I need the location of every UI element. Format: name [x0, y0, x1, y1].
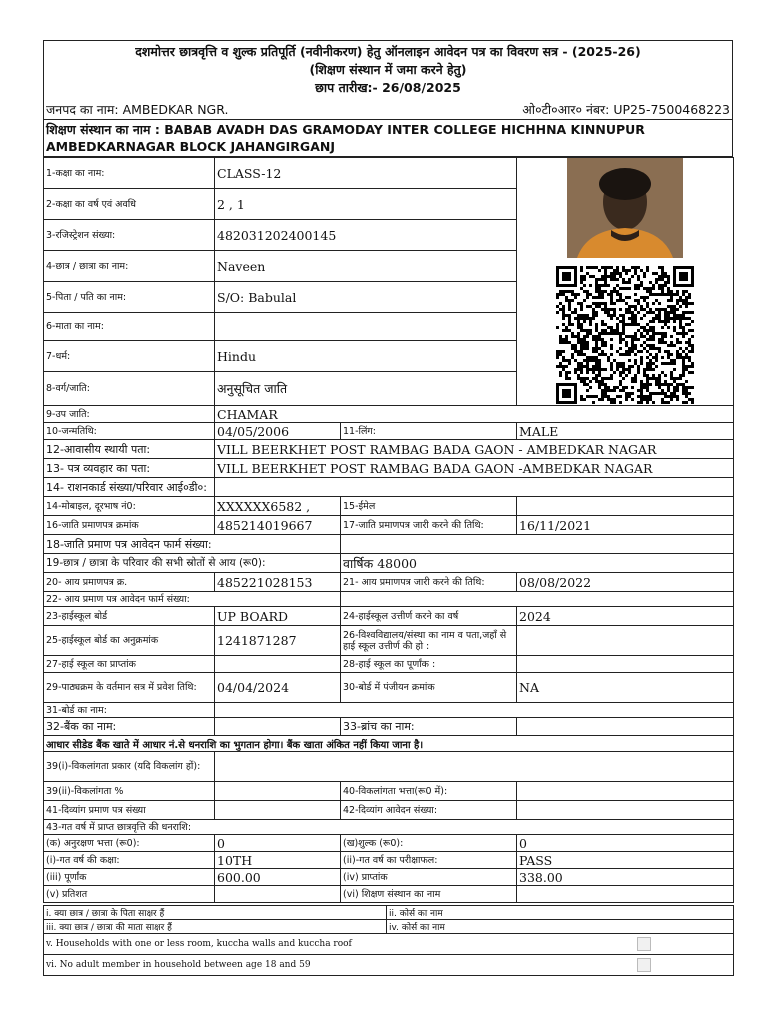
caste-cert-date-label: 17-जाति प्रमाणपत्र जारी करने की तिथि: — [341, 516, 517, 535]
application-form — [43, 40, 733, 976]
disability-allowance-value — [517, 782, 734, 801]
hs-board-value: UP BOARD — [215, 607, 341, 626]
category-label: 8-वर्ग/जाति: — [44, 372, 215, 406]
details-table — [43, 157, 734, 903]
dob-value: 04/05/2006 — [215, 423, 341, 440]
disability-cert-label: 41-दिव्यांग प्रमाण पत्र संख्या — [44, 801, 215, 820]
subcaste-value: CHAMAR — [215, 406, 734, 423]
course-name-1: ii. कोर्स का नाम — [387, 906, 734, 920]
admission-date-label: 29-पाठ्यक्रम के वर्तमान सत्र में प्रवेश तिथि: — [44, 673, 215, 703]
correspondence-address-value: VILL BEERKHET POST RAMBAG BADA GAON -AMBEDKAR NAGAR — [215, 459, 734, 478]
maintenance-label: (क) अनुरक्षण भत्ता (रू0): — [44, 835, 215, 852]
income-cert-date-label: 21- आय प्रमाणपत्र जारी करने की तिथि: — [341, 573, 517, 592]
prev-class-label: (i)-गत वर्ष की कक्षा: — [44, 852, 215, 869]
mother-literate-question: iii. क्या छात्र / छात्रा की माता साक्षर हैं — [44, 920, 387, 934]
caste-form-label: 18-जाति प्रमाण पत्र आवेदन फार्म संख्या: — [44, 535, 341, 554]
disability-percent-label: 39(ii)-विकलांगता % — [44, 782, 215, 801]
mobile-value: XXXXXX6582 , — [215, 497, 341, 516]
percent-label: (v) प्रतिशत — [44, 886, 215, 903]
hs-total-value — [517, 656, 734, 673]
prev-result-label: (ii)-गत वर्ष का परीक्षाफल: — [341, 852, 517, 869]
father-name-value: S/O: Babulal — [215, 282, 517, 313]
ration-card-value — [215, 478, 734, 497]
print-date: छाप तारीख:- 26/08/2025 — [315, 80, 461, 95]
fee-label: (ख)शुल्क (रू0): — [341, 835, 517, 852]
course-name-2: iv. कोर्स का नाम — [387, 920, 734, 934]
permanent-address-label: 12-आवासीय स्थायी पता: — [44, 440, 215, 459]
income-cert-date-value: 08/08/2022 — [517, 573, 734, 592]
hs-marks-label: 27-हाई स्कूल का प्राप्तांक — [44, 656, 215, 673]
hs-marks-value — [215, 656, 341, 673]
district-name: जनपद का नाम: AMBEDKAR NGR. — [46, 102, 229, 117]
disability-app-label: 42-दिव्यांग आवेदन संख्या: — [341, 801, 517, 820]
household-room-checkbox[interactable] — [637, 937, 651, 951]
caste-cert-value: 485214019667 — [215, 516, 341, 535]
income-label: 19-छात्र / छात्रा के परिवार की सभी स्रोतों से आय (रू0): — [44, 554, 341, 573]
branch-name-value — [517, 718, 734, 736]
dob-label: 10-जन्मतिथि: — [44, 423, 215, 440]
income-form-label: 22- आय प्रमाण पत्र आवेदन फार्म संख्या: — [44, 592, 341, 607]
father-name-label: 5-पिता / पति का नाम: — [44, 282, 215, 313]
bank-name-value — [215, 718, 341, 736]
mobile-label: 14-मोबाइल, दूरभाष नं0: — [44, 497, 215, 516]
obtained-marks-label: (iv) प्राप्तांक — [341, 869, 517, 886]
class-label: 1-कक्षा का नाम: — [44, 158, 215, 189]
percent-value — [215, 886, 341, 903]
form-header — [43, 40, 733, 100]
photo-qr-cell — [517, 158, 734, 406]
hs-total-label: 28-हाई स्कूल का पूर्णांक : — [341, 656, 517, 673]
max-marks-value: 600.00 — [215, 869, 341, 886]
adult-member-checkbox[interactable] — [637, 958, 651, 972]
disability-app-value — [517, 801, 734, 820]
mother-name-value — [215, 313, 517, 341]
hs-year-value: 2024 — [517, 607, 734, 626]
household-table — [43, 905, 734, 976]
caste-cert-date-value: 16/11/2021 — [517, 516, 734, 535]
prev-class-value: 10TH — [215, 852, 341, 869]
district-row — [43, 100, 733, 120]
prev-institute-label: (vi) शिक्षण संस्थान का नाम — [341, 886, 517, 903]
disability-type-value — [215, 752, 734, 782]
year-label: 2-कक्षा का वर्ष एवं अवधि — [44, 189, 215, 220]
subcaste-label: 9-उप जाति: — [44, 406, 215, 423]
disability-type-label: 39(i)-विकलांगता प्रकार (यदि विकलांग हों): — [44, 752, 215, 782]
gender-value: MALE — [517, 423, 734, 440]
hs-year-label: 24-हाईस्कूल उत्तीर्ण करने का वर्ष — [341, 607, 517, 626]
form-subtitle: (शिक्षण संस्थान में जमा करने हेतु) — [309, 62, 467, 77]
caste-form-value — [341, 535, 734, 554]
admission-date-value: 04/04/2024 — [215, 673, 341, 703]
institution-name: शिक्षण संस्थान का नाम : BABAB AVADH DAS GRAMODAY INTER COLLEGE HICHHNA KINNUPUR AMBEDKARNAGAR BLOCK JAHANGIRGANJ — [43, 120, 733, 157]
prev-result-value: PASS — [517, 852, 734, 869]
year-value: 2 , 1 — [215, 189, 517, 220]
prev-institute-value — [517, 886, 734, 903]
board-name-value — [215, 703, 734, 718]
permanent-address-value: VILL BEERKHET POST RAMBAG BADA GAON - AMBEDKAR NAGAR — [215, 440, 734, 459]
household-room-row — [44, 934, 734, 955]
father-literate-question: i. क्या छात्र / छात्रा के पिता साक्षर हैं — [44, 906, 387, 920]
qr-code — [556, 266, 694, 404]
email-value — [517, 497, 734, 516]
gender-label: 11-लिंग: — [341, 423, 517, 440]
student-name-value: Naveen — [215, 251, 517, 282]
obtained-marks-value: 338.00 — [517, 869, 734, 886]
hs-roll-value: 1241871287 — [215, 626, 341, 656]
maintenance-value: 0 — [215, 835, 341, 852]
category-value: अनुसूचित जाति — [215, 372, 517, 406]
hs-institute-label: 26-विश्वविद्यालय/संस्था का नाम व पता,जहाँ से हाई स्कूल उत्तीर्ण की हो : — [341, 626, 517, 656]
form-title: दशमोत्तर छात्रवृत्ति व शुल्क प्रतिपूर्ति (नवीनीकरण) हेतु ऑनलाइन आवेदन पत्र का विवरण सत्र - (2025-26) — [135, 44, 641, 59]
registration-value: 482031202400145 — [215, 220, 517, 251]
prev-scholarship-label: 43-गत वर्ष में प्राप्त छात्रवृत्ति की धनराशि: — [44, 820, 734, 835]
disability-cert-value — [215, 801, 341, 820]
hs-roll-label: 25-हाईस्कूल बोर्ड का अनुक्रमांक — [44, 626, 215, 656]
bank-name-label: 32-बैंक का नाम: — [44, 718, 215, 736]
caste-cert-label: 16-जाति प्रमाणपत्र क्रमांक — [44, 516, 215, 535]
student-photo — [567, 158, 683, 258]
mother-name-label: 6-माता का नाम: — [44, 313, 215, 341]
email-label: 15-ईमेल — [341, 497, 517, 516]
religion-value: Hindu — [215, 341, 517, 372]
income-cert-value: 485221028153 — [215, 573, 341, 592]
fee-value: 0 — [517, 835, 734, 852]
otr-number: ओ०टी०आर० नंबर: UP25-7500468223 — [522, 102, 730, 117]
max-marks-label: (iii) पूर्णांक — [44, 869, 215, 886]
adult-member-row — [44, 955, 734, 976]
student-name-label: 4-छात्र / छात्रा का नाम: — [44, 251, 215, 282]
board-reg-label: 30-बोर्ड में पंजीयन क्रमांक — [341, 673, 517, 703]
board-reg-value: NA — [517, 673, 734, 703]
household-room-text: v. Households with one or less room, kuccha walls and kuccha roof — [46, 939, 352, 949]
disability-allowance-label: 40-विकलांगता भत्ता(रू0 में): — [341, 782, 517, 801]
hs-board-label: 23-हाईस्कूल बोर्ड — [44, 607, 215, 626]
adult-member-text: vi. No adult member in household between age 18 and 59 — [46, 960, 311, 970]
aadhaar-note: आधार सीडेड बैंक खाते में आधार नं.से धनराशि का भुगतान होगा। बैंक खाता अंकित नहीं किया जाना है। — [44, 736, 734, 752]
income-value: वार्षिक 48000 — [341, 554, 734, 573]
correspondence-address-label: 13- पत्र व्यवहार का पता: — [44, 459, 215, 478]
hs-institute-value — [517, 626, 734, 656]
income-cert-label: 20- आय प्रमाणपत्र क्र. — [44, 573, 215, 592]
income-form-value — [341, 592, 734, 607]
religion-label: 7-धर्म: — [44, 341, 215, 372]
disability-percent-value — [215, 782, 341, 801]
class-value: CLASS-12 — [215, 158, 517, 189]
board-name-label: 31-बोर्ड का नाम: — [44, 703, 215, 718]
registration-label: 3-रजिस्ट्रेशन संख्या: — [44, 220, 215, 251]
branch-name-label: 33-ब्रांच का नाम: — [341, 718, 517, 736]
ration-card-label: 14- राशनकार्ड संख्या/परिवार आई०डी०: — [44, 478, 215, 497]
